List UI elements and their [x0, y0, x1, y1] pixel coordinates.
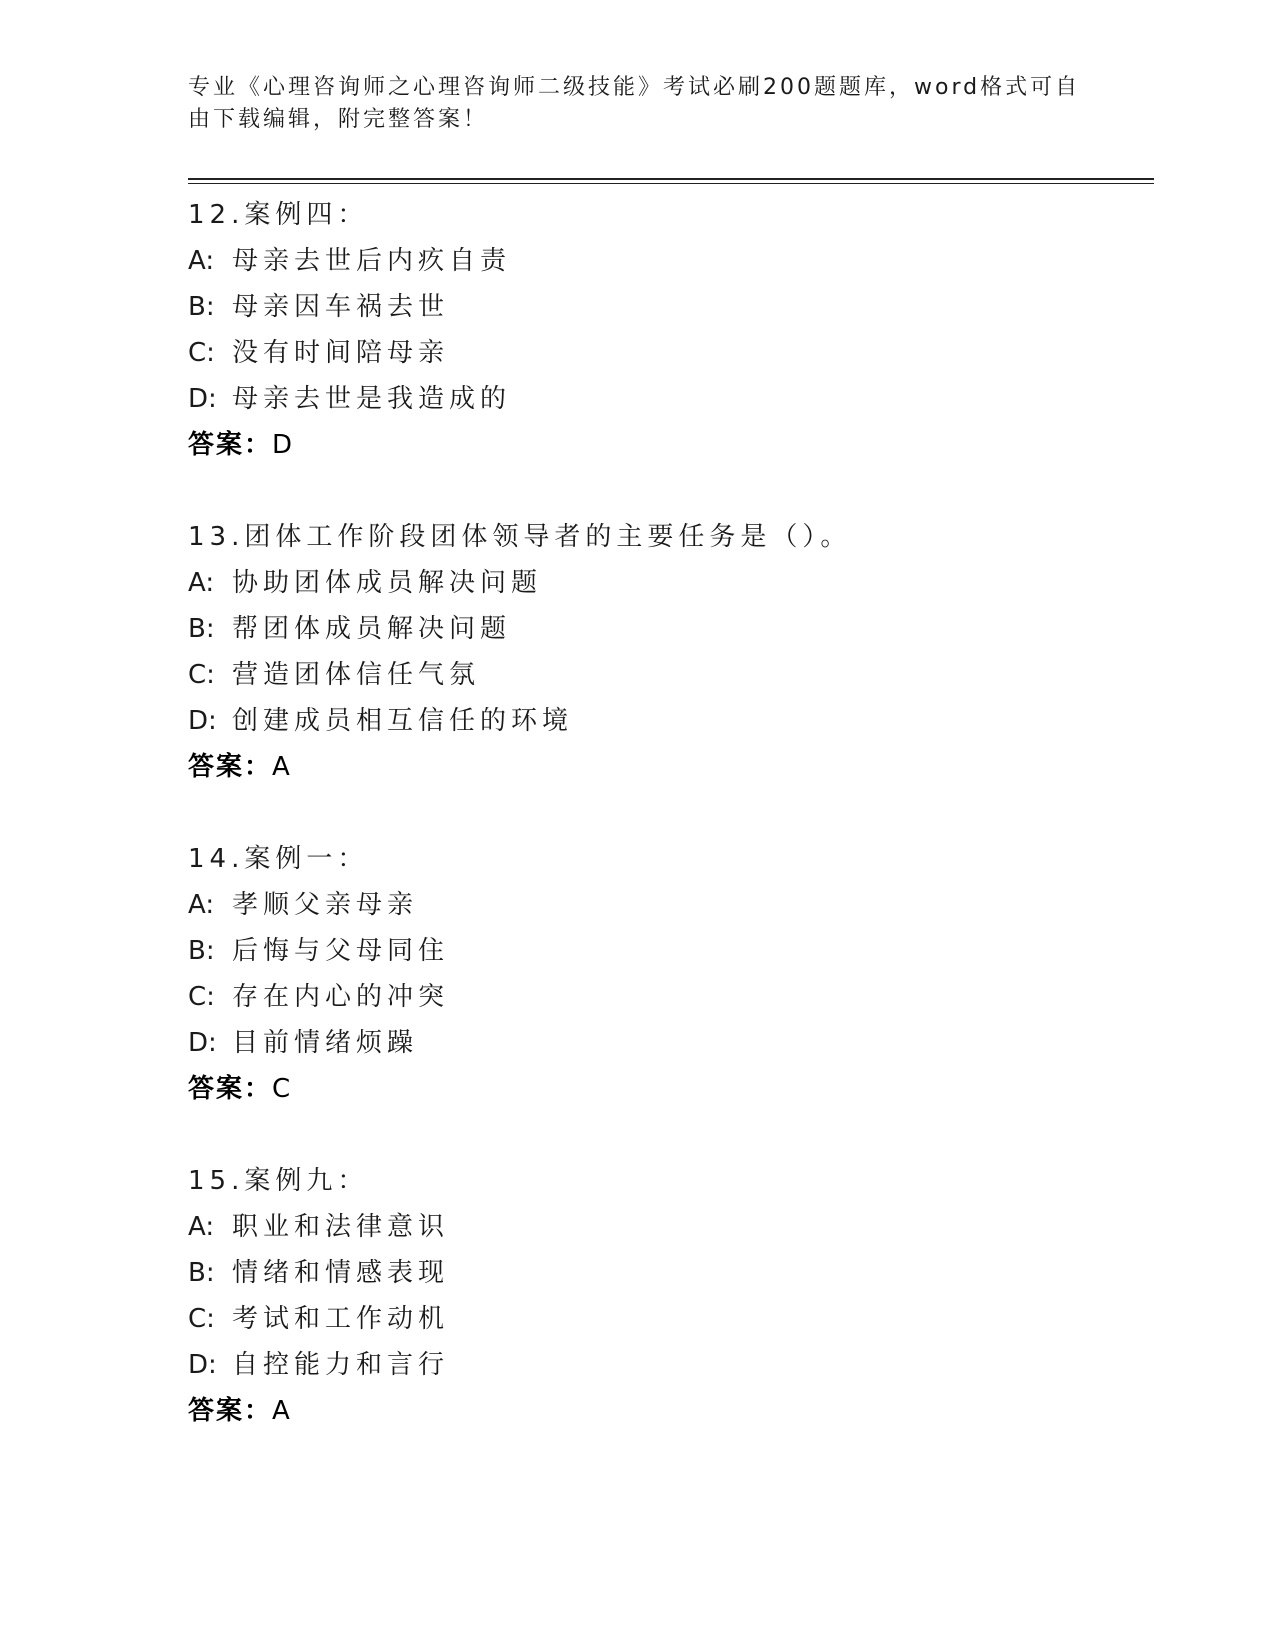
option-b — [188, 1250, 1168, 1296]
question-list — [188, 192, 1168, 1480]
question-title: 14.案例一： — [188, 844, 369, 874]
option-a — [188, 1204, 1168, 1250]
option-text: 母亲去世后内疚自责 — [232, 246, 512, 276]
answer-label: 答案： — [188, 1396, 273, 1426]
option-key: B: — [188, 292, 215, 322]
answer-value: C — [272, 1074, 293, 1104]
option-key: D: — [188, 1350, 217, 1380]
option-text: 职业和法律意识 — [232, 1212, 450, 1242]
option-key: C: — [188, 338, 215, 368]
question-block — [188, 1158, 1168, 1434]
option-text: 营造团体信任气氛 — [232, 660, 481, 690]
question-block — [188, 836, 1168, 1112]
option-d — [188, 1020, 1168, 1066]
option-key: B: — [188, 1258, 215, 1288]
option-key: A: — [188, 246, 215, 276]
option-a — [188, 882, 1168, 928]
option-text: 考试和工作动机 — [232, 1304, 450, 1334]
option-key: C: — [188, 1304, 215, 1334]
option-key: A: — [188, 1212, 215, 1242]
option-text: 母亲去世是我造成的 — [232, 384, 512, 414]
option-c — [188, 652, 1168, 698]
header-divider-thick — [188, 178, 1154, 180]
option-b — [188, 928, 1168, 974]
header-line-1: 专业《心理咨询师之心理咨询师二级技能》考试必刷200题题库，word格式可自 — [188, 75, 1081, 100]
option-text: 目前情绪烦躁 — [232, 1028, 419, 1058]
option-text: 帮团体成员解决问题 — [232, 614, 512, 644]
answer-label: 答案： — [188, 752, 273, 782]
answer-value: D — [272, 430, 295, 460]
option-text: 情绪和情感表现 — [232, 1258, 450, 1288]
option-b — [188, 284, 1168, 330]
header-divider-thin — [188, 183, 1154, 184]
option-d — [188, 1342, 1168, 1388]
question-block — [188, 514, 1168, 790]
option-text: 存在内心的冲突 — [232, 982, 450, 1012]
option-key: C: — [188, 660, 215, 690]
question-title: 12.案例四： — [188, 200, 369, 230]
option-key: A: — [188, 568, 215, 598]
answer-line — [188, 1388, 1168, 1434]
answer-label: 答案： — [188, 1074, 273, 1104]
option-d — [188, 698, 1168, 744]
option-key: B: — [188, 614, 215, 644]
option-b — [188, 606, 1168, 652]
option-text: 没有时间陪母亲 — [232, 338, 450, 368]
option-text: 创建成员相互信任的环境 — [232, 706, 574, 736]
answer-line — [188, 1066, 1168, 1112]
option-key: D: — [188, 384, 217, 414]
option-key: B: — [188, 936, 215, 966]
option-c — [188, 974, 1168, 1020]
option-d — [188, 376, 1168, 422]
option-key: D: — [188, 706, 217, 736]
option-key: C: — [188, 982, 215, 1012]
document-header — [188, 72, 1088, 136]
option-c — [188, 330, 1168, 376]
header-line-2: 由下载编辑，附完整答案！ — [188, 107, 489, 132]
question-title: 13.团体工作阶段团体领导者的主要任务是（）。 — [188, 522, 852, 552]
answer-label: 答案： — [188, 430, 273, 460]
option-text: 后悔与父母同住 — [232, 936, 450, 966]
option-text: 协助团体成员解决问题 — [232, 568, 543, 598]
option-text: 孝顺父亲母亲 — [232, 890, 419, 920]
option-key: D: — [188, 1028, 217, 1058]
answer-value: A — [272, 752, 292, 782]
option-key: A: — [188, 890, 215, 920]
option-text: 母亲因车祸去世 — [232, 292, 450, 322]
answer-line — [188, 744, 1168, 790]
option-c — [188, 1296, 1168, 1342]
option-a — [188, 238, 1168, 284]
option-a — [188, 560, 1168, 606]
option-text: 自控能力和言行 — [232, 1350, 450, 1380]
question-title: 15.案例九： — [188, 1166, 369, 1196]
answer-line — [188, 422, 1168, 468]
question-block — [188, 192, 1168, 468]
answer-value: A — [272, 1396, 292, 1426]
